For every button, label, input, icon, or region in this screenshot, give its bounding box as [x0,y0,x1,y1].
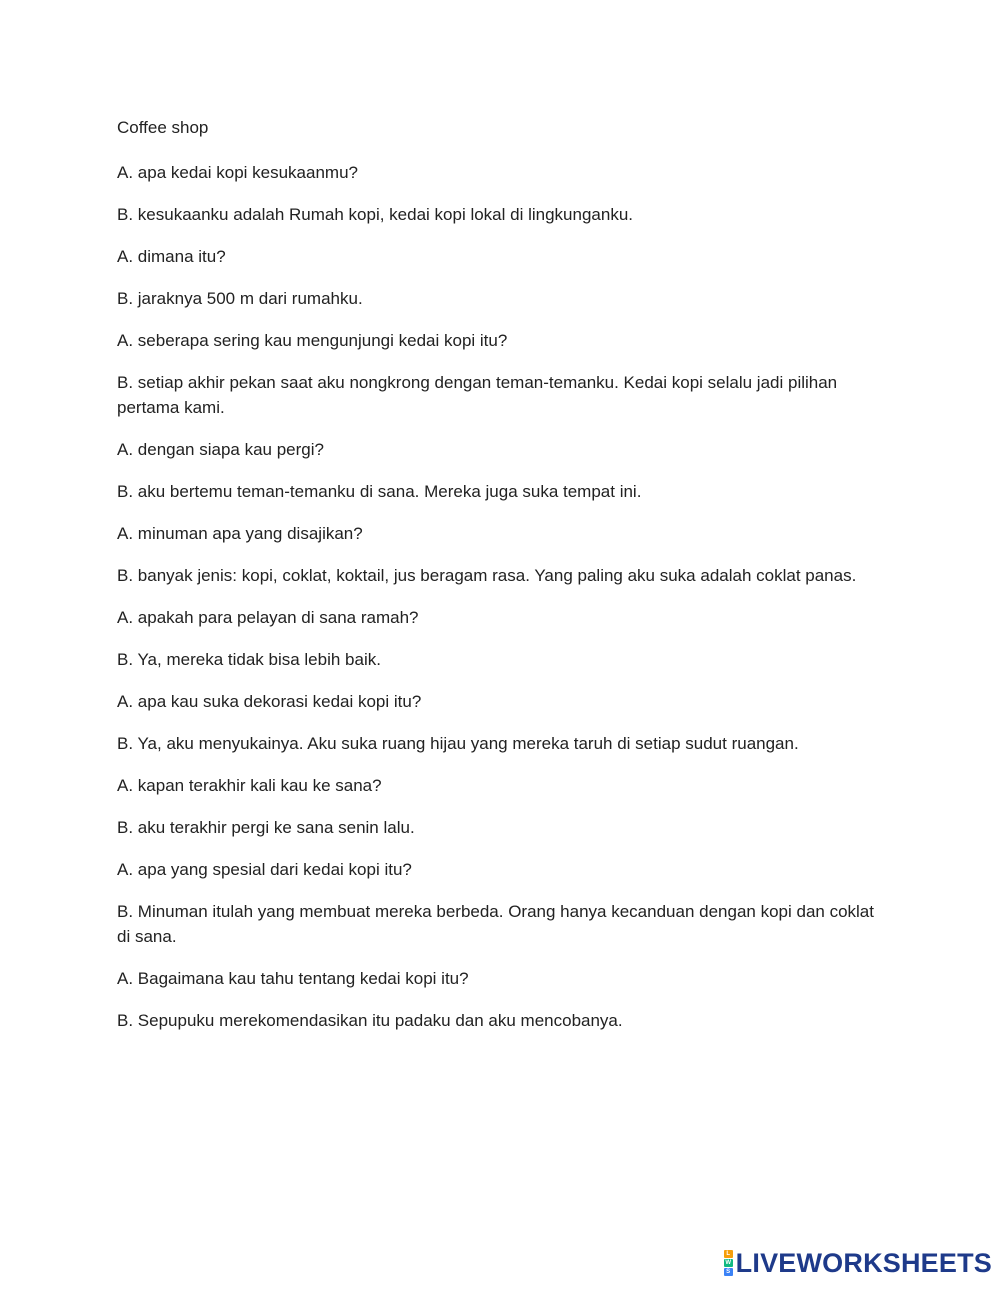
dialogue-line: A. dengan siapa kau pergi? [117,440,324,459]
liveworksheets-brand [724,1249,992,1277]
dialogue-line: A. apakah para pelayan di sana ramah? [117,608,419,627]
dialogue-line: A. apa kedai kopi kesukaanmu? [117,163,358,182]
dialogue-line: A. seberapa sering kau mengunjungi kedai kopi itu? [117,331,508,350]
dialogue-line: B. Ya, aku menyukainya. Aku suka ruang hijau yang mereka taruh di setiap sudut ruangan. [117,734,799,753]
logo-block-s: S [724,1268,733,1276]
dialogue-line: B. banyak jenis: kopi, coklat, koktail, jus beragam rasa. Yang paling aku suka adalah coklat panas. [117,566,857,585]
dialogue-line: B. setiap akhir pekan saat aku nongkrong dengan teman-temanku. Kedai kopi selalu jadi pilihan pertama kami. [117,373,838,417]
document-title: Coffee shop [117,118,209,137]
brand-name: LIVEWORKSHEETS [735,1247,992,1278]
dialogue-line: B. Sepupuku merekomendasikan itu padaku dan aku mencobanya. [117,1011,623,1030]
dialogue-line: B. aku bertemu teman-temanku di sana. Mereka juga suka tempat ini. [117,482,642,501]
dialogue-line: B. aku terakhir pergi ke sana senin lalu. [117,818,415,837]
dialogue-line: A. Bagaimana kau tahu tentang kedai kopi itu? [117,969,469,988]
logo-block-w: W [725,1260,731,1266]
liveworksheets-logo-icon [724,1250,733,1276]
dialogue-line: B. kesukaanku adalah Rumah kopi, kedai kopi lokal di lingkunganku. [117,205,633,224]
dialogue-line: B. Minuman itulah yang membuat mereka berbeda. Orang hanya kecanduan dengan kopi dan coklat di sana. [117,902,874,946]
dialogue-line: B. Ya, mereka tidak bisa lebih baik. [117,650,381,669]
dialogue-line: A. kapan terakhir kali kau ke sana? [117,776,382,795]
dialogue-line: A. dimana itu? [117,247,226,266]
logo-block-l: L [724,1250,733,1258]
dialogue-line: A. apa yang spesial dari kedai kopi itu? [117,860,412,879]
document-body [117,116,887,1050]
dialogue-line: A. minuman apa yang disajikan? [117,524,363,543]
dialogue-line: A. apa kau suka dekorasi kedai kopi itu? [117,692,422,711]
dialogue-line: B. jaraknya 500 m dari rumahku. [117,289,363,308]
